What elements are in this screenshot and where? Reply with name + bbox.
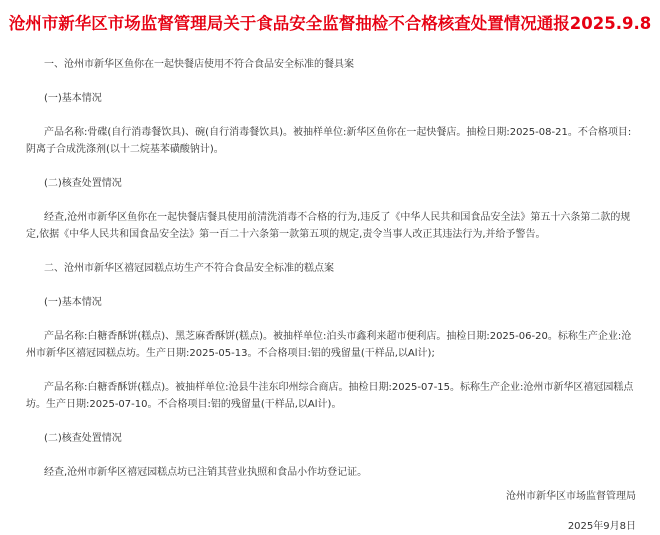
document-title: 沧州市新华区市场监督管理局关于食品安全监督抽检不合格核查处置情况通报2025.9.8 [8, 14, 652, 33]
section-1-disposal-paragraph: 经查,沧州市新华区鱼你在一起快餐店餐具使用前清洗消毒不合格的行为,违反了《中华人民共和国食品安全法》第五十六条第二款的规定,依据《中华人民共和国食品安全法》第一百二十六条第一款第五项的规定,责令当事人改正其违法行为,并给予警告。 [26, 212, 631, 240]
section-1-basic-paragraph: 产品名称:骨碟(自行消毒餐饮具)、碗(自行消毒餐饮具)。被抽样单位:新华区鱼你在一起快餐店。抽检日期:2025-08-21。不合格项目:阴离子合成洗涤剂(以十二烷基苯磺酸钠计)。 [26, 127, 632, 155]
section-2-basic-paragraph-2: 产品名称:白糖香酥饼(糕点)。被抽样单位:沧县牛洼东印州综合商店。抽检日期:2025-07-15。标称生产企业:沧州市新华区禧冠园糕点坊。生产日期:2025-07-10。不合格项目:铝的残留量(干样品,以Al计)。 [26, 382, 634, 410]
section-2-disposal-heading: (二)核查处置情况 [44, 433, 122, 444]
signature-issuer: 沧州市新华区市场监督管理局 [506, 491, 636, 502]
signature-date: 2025年9月8日 [567, 521, 636, 532]
section-2-basic-paragraph-1: 产品名称:白糖香酥饼(糕点)、黑芝麻香酥饼(糕点)。被抽样单位:泊头市鑫利来超市便利店。抽检日期:2025-06-20。标称生产企业:沧州市新华区禧冠园糕点坊。生产日期:2025-05-13。不合格项目:铝的残留量(干样品,以Al计); [26, 331, 632, 359]
section-2-disposal-paragraph: 经查,沧州市新华区禧冠园糕点坊已注销其营业执照和食品小作坊登记证。 [44, 467, 368, 478]
section-2-basic-heading: (一)基本情况 [44, 297, 102, 308]
document-body [26, 56, 638, 481]
section-1-disposal-heading: (二)核查处置情况 [44, 178, 122, 189]
section-1-heading: 一、沧州市新华区鱼你在一起快餐店使用不符合食品安全标准的餐具案 [44, 59, 354, 70]
section-1-basic-heading: (一)基本情况 [44, 93, 102, 104]
section-2-heading: 二、沧州市新华区禧冠园糕点坊生产不符合食品安全标准的糕点案 [44, 263, 334, 274]
